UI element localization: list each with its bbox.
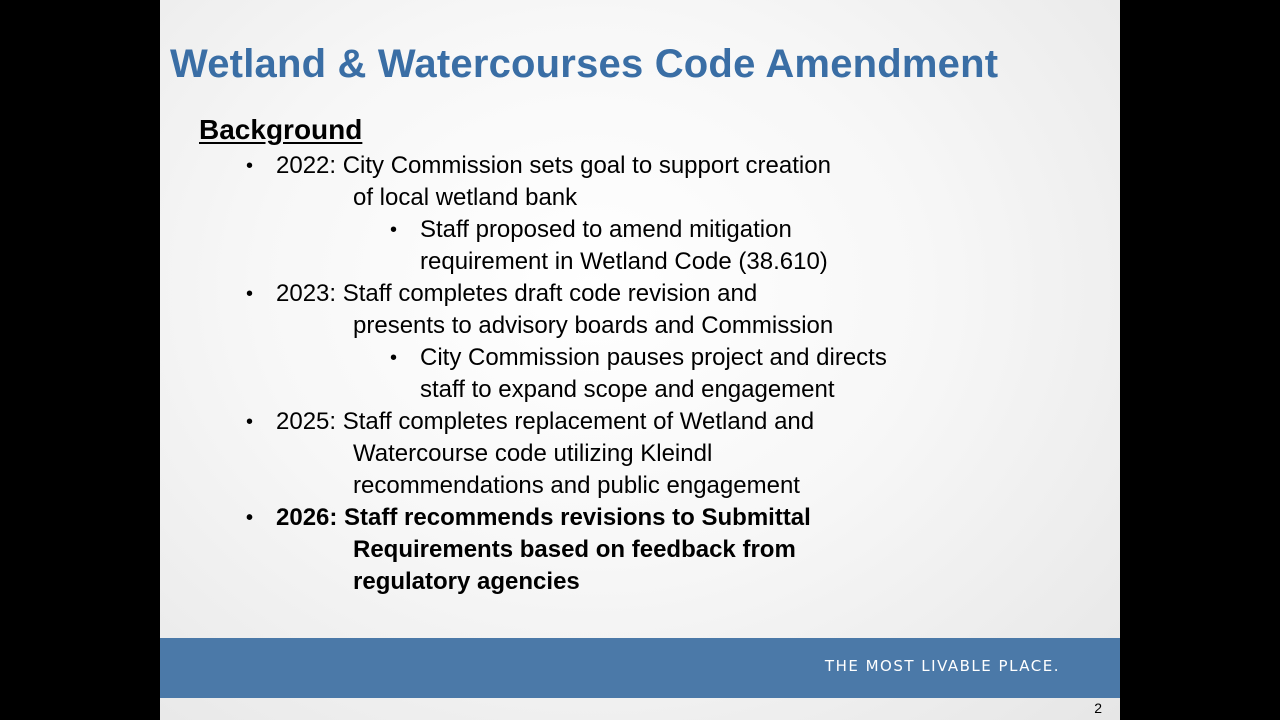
bullet-marker: •	[246, 411, 254, 433]
bullet-3-line-2: Watercourse code utilizing Kleindl	[353, 440, 713, 467]
slide-title: Wetland & Watercourses Code Amendment	[170, 42, 999, 86]
bullet-list	[160, 0, 1120, 620]
bullet-3-line-1: 2025: Staff completes replacement of Wetland and	[276, 408, 815, 435]
bullet-4-line-1: 2026: Staff recommends revisions to Submittal	[276, 504, 811, 531]
page-number: 2	[1094, 700, 1102, 716]
bullet-marker: •	[246, 507, 254, 529]
bullet-2-line-1: 2023: Staff completes draft code revision and	[276, 280, 758, 307]
bullet-4-line-2: Requirements based on feedback from	[353, 536, 796, 563]
bullet-1-sub-line-2: requirement in Wetland Code (38.610)	[420, 248, 828, 275]
sub-bullet-marker: •	[390, 347, 398, 369]
bullet-marker: •	[246, 155, 254, 177]
bullet-1-line-1: 2022: City Commission sets goal to support creation	[276, 152, 831, 179]
bullet-1-sub-line-1: Staff proposed to amend mitigation	[420, 216, 792, 243]
bullet-marker: •	[246, 283, 254, 305]
bullet-2-line-2: presents to advisory boards and Commission	[353, 312, 834, 339]
bullet-2-sub-line-2: staff to expand scope and engagement	[420, 376, 835, 403]
sub-bullet-marker: •	[390, 219, 398, 241]
bullet-4-line-3: regulatory agencies	[353, 568, 580, 595]
bullet-1-line-2: of local wetland bank	[353, 184, 578, 211]
bullet-2-sub-line-1: City Commission pauses project and directs	[420, 344, 887, 371]
presentation-slide	[160, 0, 1120, 720]
footer-tagline: THE MOST LIVABLE PLACE.	[824, 657, 1060, 675]
bullet-3-line-3: recommendations and public engagement	[353, 472, 800, 499]
footer-band	[160, 638, 1120, 698]
section-heading: Background	[199, 114, 363, 145]
